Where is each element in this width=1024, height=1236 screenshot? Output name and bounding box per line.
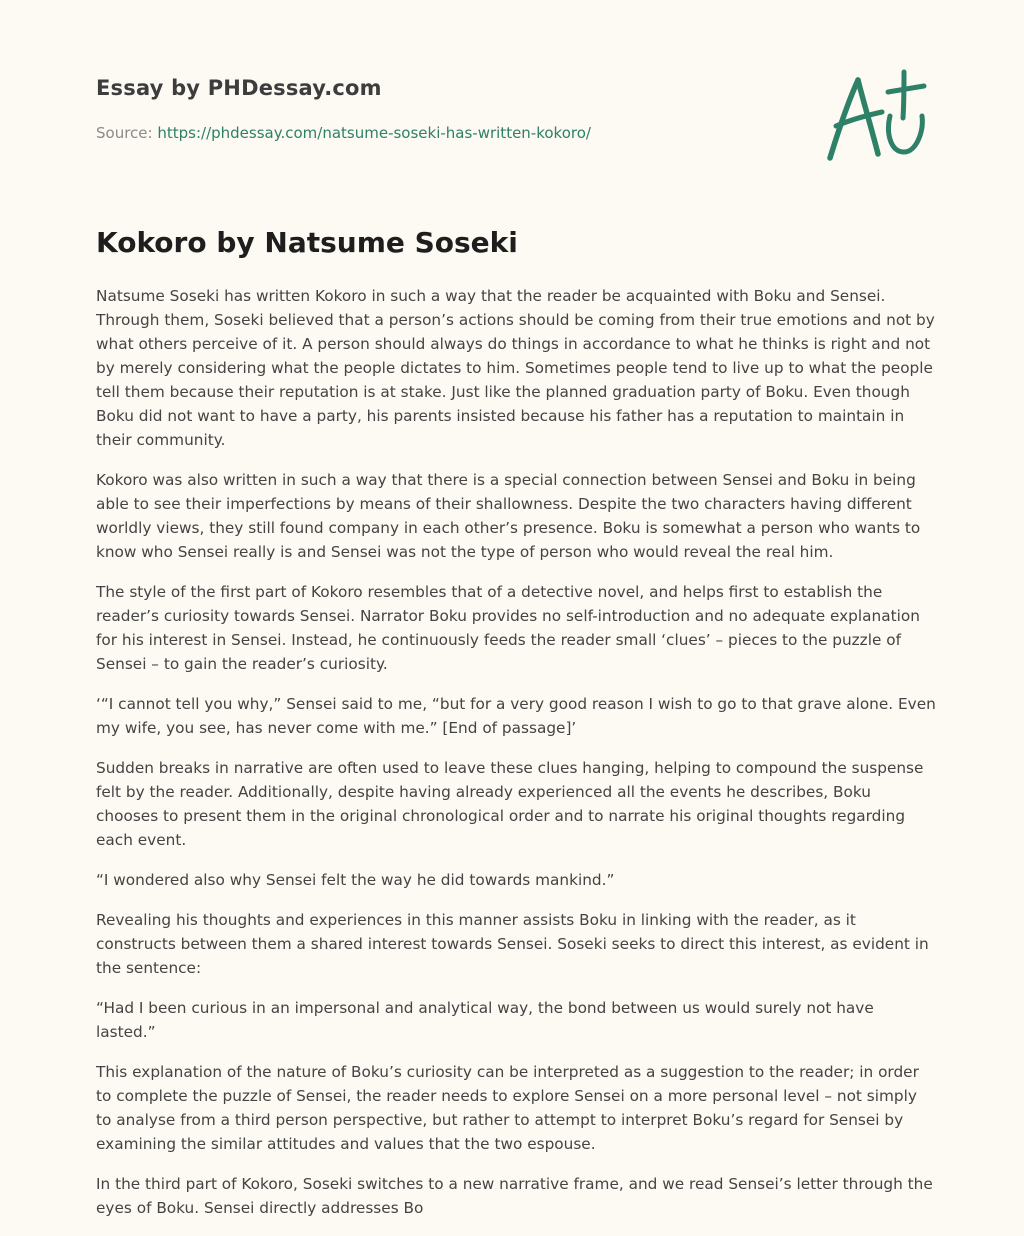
- essay-paragraph: In the third part of Kokoro, Soseki switches to a new narrative frame, and we read Sensei’s letter through the eyes of Boku. Sensei directly addresses Bo: [96, 1175, 933, 1217]
- essay-paragraph: Sudden breaks in narrative are often used to leave these clues hanging, helping to compound the suspense felt by the reader. Additionally, despite having already experienced all the events he describes, Boku chooses to present them in the original chronological order and to narrate his original thoughts regarding each event.: [96, 759, 924, 849]
- source-label: Source:: [96, 124, 153, 142]
- a-plus-logo-icon: [824, 68, 928, 164]
- site-title: Essay by PHDessay.com: [96, 76, 382, 100]
- essay-paragraph: The style of the first part of Kokoro resembles that of a detective novel, and helps first to establish the reader’s curiosity towards Sensei. Narrator Boku provides no self-introduction and no adequate explanation for his interest in Sensei. Instead, he continuously feeds the reader small ‘clues’ – pieces to the puzzle of Sensei – to gain the reader’s curiosity.: [96, 583, 920, 673]
- essay-paragraph: Kokoro was also written in such a way that there is a special connection between Sensei and Boku in being able to see their imperfections by means of their shallowness. Despite the two characters having different worldly views, they still found company in each other’s presence. Boku is somewhat a person who wants to know who Sensei really is and Sensei was not the type of person who would reveal the real him.: [96, 471, 921, 561]
- essay-paragraph: This explanation of the nature of Boku’s curiosity can be interpreted as a suggestion to the reader; in order to complete the puzzle of Sensei, the reader needs to explore Sensei on a more personal level – not simply to analyse from a third person perspective, but rather to attempt to interpret Boku’s regard for Sensei by examining the similar attitudes and values that the two espouse.: [96, 1063, 919, 1153]
- essay-paragraph: Natsume Soseki has written Kokoro in such a way that the reader be acquainted with Boku and Sensei. Through them, Soseki believed that a person’s actions should be coming from their true emotions and not by what others perceive of it. A person should always do things in accordance to what he thinks is right and not by merely considering what the people dictates to him. Sometimes people tend to live up to what the people tell them because their reputation is at stake. Just like the planned graduation party of Boku. Even though Boku did not want to have a party, his parents insisted because his father has a reputation to maintain in their community.: [96, 287, 935, 449]
- source-line: [96, 124, 591, 142]
- essay-body: [96, 284, 936, 1236]
- essay-paragraph: “Had I been curious in an impersonal and analytical way, the bond between us would surely not have lasted.”: [96, 999, 874, 1041]
- page-header: [96, 76, 928, 176]
- essay-paragraph: Revealing his thoughts and experiences in this manner assists Boku in linking with the reader, as it constructs between them a shared interest towards Sensei. Soseki seeks to direct this interest, as evident in the sentence:: [96, 911, 929, 977]
- essay-paragraph: “I wondered also why Sensei felt the way he did towards mankind.”: [96, 871, 615, 889]
- essay-paragraph: ‘“I cannot tell you why,” Sensei said to me, “but for a very good reason I wish to go to that grave alone. Even my wife, you see, has never come with me.” [End of passage]’: [96, 695, 936, 737]
- source-link[interactable]: https://phdessay.com/natsume-soseki-has-written-kokoro/: [157, 124, 591, 142]
- essay-title: Kokoro by Natsume Soseki: [96, 226, 518, 259]
